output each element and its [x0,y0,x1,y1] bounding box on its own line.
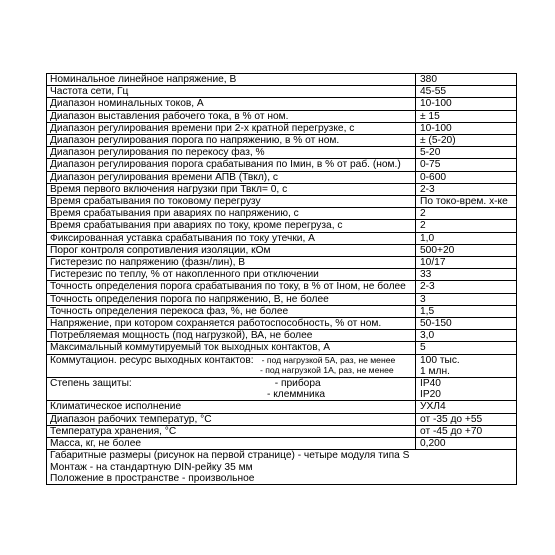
footer-cell [47,450,517,485]
spec-value: 33 [416,269,517,281]
spec-label: Фиксированная уставка срабатывания по току утечки, А [47,232,416,244]
spec-label: Время срабатывания по токовому перегрузу [47,196,416,208]
commutation-line-2: - под нагрузкой 1А, раз, не менее [260,364,394,375]
spec-label: Время первого включения нагрузки при Твкл= 0, с [47,183,416,195]
spec-value: 2-3 [416,183,517,195]
spec-label: Гистерезис по напряжению (фазн/лин), В [47,257,416,269]
spec-row [47,74,517,86]
spec-value: 0-75 [416,159,517,171]
protection-row [47,378,517,401]
spec-label: Масса, кг, не более [47,438,416,450]
spec-value: 2-3 [416,281,517,293]
spec-row [47,269,517,281]
spec-row [47,281,517,293]
spec-row [47,220,517,232]
spec-label: Номинальное линейное напряжение, В [47,74,416,86]
spec-label: Частота сети, Гц [47,86,416,98]
spec-value: 1,5 [416,305,517,317]
spec-row [47,208,517,220]
spec-row [47,171,517,183]
spec-row [47,413,517,425]
spec-label: Климатическое исполнение [47,401,416,413]
protection-line-1: - прибора [274,378,321,390]
spec-label: Точность определения порога срабатывания по току, в % от Iном, не более [47,281,416,293]
spec-label: Температура хранения, °С [47,425,416,437]
spec-row [47,147,517,159]
spec-row [47,425,517,437]
spec-row [47,330,517,342]
protection-value-cell [416,378,517,401]
spec-label: Время срабатывания при авариях по току, кроме перегруза, с [47,220,416,232]
spec-label: Максимальный коммутируемый ток выходных контактов, А [47,342,416,354]
spec-value: 380 [416,74,517,86]
spec-label: Диапазон номинальных токов, А [47,98,416,110]
spec-value: 2 [416,220,517,232]
spec-document [46,73,514,485]
commutation-value-1: 100 тыс. [420,354,460,366]
spec-value: от -35 до +55 [416,413,517,425]
spec-value: ± (5-20) [416,135,517,147]
spec-label: Диапазон регулирования времени АПВ (Твкл), с [47,171,416,183]
spec-row [47,232,517,244]
spec-value: 10-100 [416,98,517,110]
protection-value-1: IP40 [420,378,441,390]
commutation-row [47,354,517,377]
spec-label: Напряжение, при котором сохраняется работоспособность, % от ном. [47,318,416,330]
spec-label: Диапазон регулирования порога срабатывания по Iмин, в % от раб. (ном.) [47,159,416,171]
spec-label: Точность определения порога по напряжению, В, не более [47,293,416,305]
spec-value: ± 15 [416,110,517,122]
spec-rows [47,74,517,355]
spec-rows-tail [47,401,517,450]
spec-row [47,86,517,98]
spec-label: Диапазон регулирования порога по напряжению, в % от ном. [47,135,416,147]
spec-value: 10-100 [416,122,517,134]
spec-row [47,257,517,269]
spec-row [47,318,517,330]
footer-line-position: Положение в пространстве - произвольное [50,472,255,484]
spec-label: Порог контроля сопротивления изоляции, кОм [47,244,416,256]
spec-value: 5 [416,342,517,354]
commutation-label: Коммутацион. ресурс выходных контактов: [50,354,254,366]
spec-row [47,183,517,195]
spec-label: Диапазон регулирования по перекосу фаз, % [47,147,416,159]
spec-value: 45-55 [416,86,517,98]
commutation-value-cell [416,354,517,377]
commutation-line-1: - под нагрузкой 5А, раз, не менее [261,354,396,365]
spec-table [46,73,517,485]
spec-row [47,244,517,256]
spec-value: По токо-врем. х-ке [416,196,517,208]
spec-label: Гистерезис по теплу, % от накопленного при отключении [47,269,416,281]
protection-label-cell [47,378,416,401]
spec-label: Диапазон регулирования времени при 2-х кратной перегрузке, с [47,122,416,134]
spec-label: Диапазон выставления рабочего тока, в % от ном. [47,110,416,122]
spec-row [47,305,517,317]
commutation-label-cell [47,354,416,377]
spec-value: 500+20 [416,244,517,256]
spec-row [47,159,517,171]
footer-line-dimensions: Габаритные размеры (рисунок на первой странице) - четыре модуля типа S [50,450,410,462]
spec-row [47,342,517,354]
spec-label: Точность определения перекоса фаз, %, не более [47,305,416,317]
spec-label: Диапазон рабочих температур, °С [47,413,416,425]
spec-value: от -45 до +70 [416,425,517,437]
spec-row [47,110,517,122]
footer-rows [47,450,517,485]
spec-row [47,293,517,305]
spec-label: Время срабатывания при авариях по напряжению, с [47,208,416,220]
spec-row [47,401,517,413]
footer-line-mounting: Монтаж - на стандартную DIN-рейку 35 мм [50,461,253,473]
spec-value: УХЛ4 [416,401,517,413]
spec-value: 3,0 [416,330,517,342]
spec-value: 5-20 [416,147,517,159]
spec-row [47,438,517,450]
spec-row [47,98,517,110]
spec-value: 0-600 [416,171,517,183]
protection-label: Степень защиты: [50,378,132,390]
multi-rows [47,354,517,401]
spec-value: 50-150 [416,318,517,330]
spec-label: Потребляемая мощность (под нагрузкой), ВА, не более [47,330,416,342]
spec-row [47,135,517,147]
protection-line-2: - клеммника [267,389,326,401]
commutation-value-2: 1 млн. [420,365,450,377]
spec-value: 3 [416,293,517,305]
spec-value: 0,200 [416,438,517,450]
spec-value: 1,0 [416,232,517,244]
spec-row [47,122,517,134]
spec-value: 2 [416,208,517,220]
spec-value: 10/17 [416,257,517,269]
spec-row [47,196,517,208]
protection-value-2: IP20 [420,389,441,401]
footer-row [47,450,517,485]
